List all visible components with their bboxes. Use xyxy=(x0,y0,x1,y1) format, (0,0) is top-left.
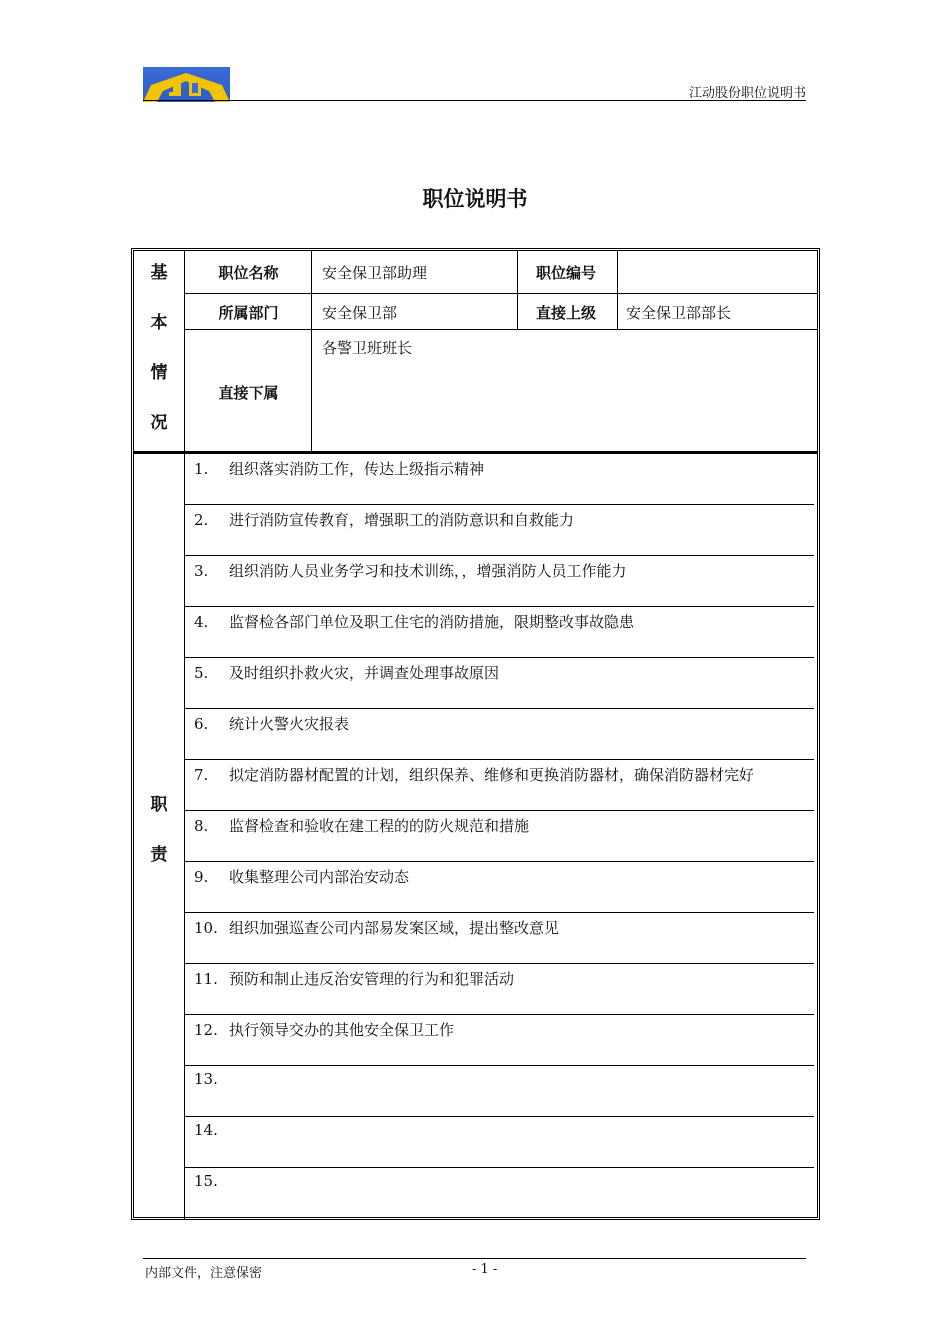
header-divider xyxy=(143,100,806,101)
duty-item xyxy=(184,556,814,607)
superior-value: 安全保卫部部长 xyxy=(626,303,732,322)
section-label-char: 情 xyxy=(150,363,168,383)
duty-text: 及时组织扑救火灾，并调查处理事故原因 xyxy=(229,664,500,682)
department-value: 安全保卫部 xyxy=(322,303,398,322)
duty-text: 收集整理公司内部治安动态 xyxy=(229,868,410,886)
duty-number: 1. xyxy=(194,460,209,478)
table-grid-line xyxy=(184,454,185,1219)
duty-number: 9. xyxy=(194,868,209,886)
duty-text: 组织消防人员业务学习和技术训练，，增强消防人员工作能力 xyxy=(229,562,627,580)
department-label: 所属部门 xyxy=(218,303,279,322)
duty-number: 13. xyxy=(194,1070,218,1088)
duty-text: 组织落实消防工作，传达上级指示精神 xyxy=(229,460,485,478)
position-name-value: 安全保卫部助理 xyxy=(322,263,428,282)
duty-item xyxy=(184,658,814,709)
duty-number: 11. xyxy=(194,970,218,988)
duty-text: 执行领导交办的其他安全保卫工作 xyxy=(229,1021,455,1039)
duty-number: 3. xyxy=(194,562,209,580)
subordinate-value: 各警卫班班长 xyxy=(322,339,413,357)
duty-number: 12. xyxy=(194,1021,218,1039)
position-code-value xyxy=(626,252,811,292)
superior-label: 直接上级 xyxy=(535,303,596,322)
table-grid-line xyxy=(617,251,618,329)
duty-number: 15. xyxy=(194,1172,218,1190)
header-company-title: 江动股份职位说明书 xyxy=(688,86,806,101)
section-label-char: 责 xyxy=(150,845,168,865)
duty-number: 8. xyxy=(194,817,209,835)
section-label-char: 本 xyxy=(150,313,168,333)
duty-number: 4. xyxy=(194,613,209,631)
section-label-char: 况 xyxy=(150,413,168,433)
duty-item xyxy=(184,1066,814,1117)
duty-text: 预防和制止违反治安管理的行为和犯罪活动 xyxy=(229,970,515,988)
duty-item xyxy=(184,454,814,505)
section-label-char: 职 xyxy=(150,795,168,815)
duty-number: 7. xyxy=(194,766,209,784)
position-code-label: 职位编号 xyxy=(535,263,596,282)
page-title: 职位说明书 xyxy=(422,187,528,211)
duty-item xyxy=(184,1117,814,1168)
duty-text: 监督检各部门单位及职工住宅的消防措施，限期整改事故隐患 xyxy=(229,613,635,631)
footer-confidential: 内部文件，注意保密 xyxy=(145,1266,263,1281)
page-number: - 1 - xyxy=(472,1262,498,1277)
section-label-char: 基 xyxy=(150,263,168,283)
duty-item xyxy=(184,964,814,1015)
duty-item xyxy=(184,709,814,760)
duty-item xyxy=(184,811,814,862)
duty-number: 6. xyxy=(194,715,209,733)
subordinate-label: 直接下属 xyxy=(218,383,279,402)
duty-item xyxy=(184,862,814,913)
position-name-label: 职位名称 xyxy=(218,263,279,282)
duty-item xyxy=(184,607,814,658)
footer-divider xyxy=(143,1258,806,1259)
duty-number: 10. xyxy=(194,919,218,937)
duty-item xyxy=(184,1015,814,1066)
duty-number: 5. xyxy=(194,664,209,682)
duty-item xyxy=(184,913,814,964)
duty-number: 2. xyxy=(194,511,209,529)
duty-item xyxy=(184,505,814,556)
duty-item xyxy=(184,1168,814,1219)
duty-text: 统计火警火灾报表 xyxy=(229,715,350,733)
duty-text: 进行消防宣传教育，增强职工的消防意识和自救能力 xyxy=(229,511,575,529)
duty-text: 组织加强巡查公司内部易发案区域，提出整改意见 xyxy=(229,919,560,937)
duty-item xyxy=(184,760,814,811)
company-logo xyxy=(143,67,230,102)
duty-text: 拟定消防器材配置的计划，组织保养、维修和更换消防器材，确保消防器材完好 xyxy=(229,766,755,784)
duty-text: 监督检查和验收在建工程的的防火规范和措施 xyxy=(229,817,530,835)
duty-number: 14. xyxy=(194,1121,218,1139)
